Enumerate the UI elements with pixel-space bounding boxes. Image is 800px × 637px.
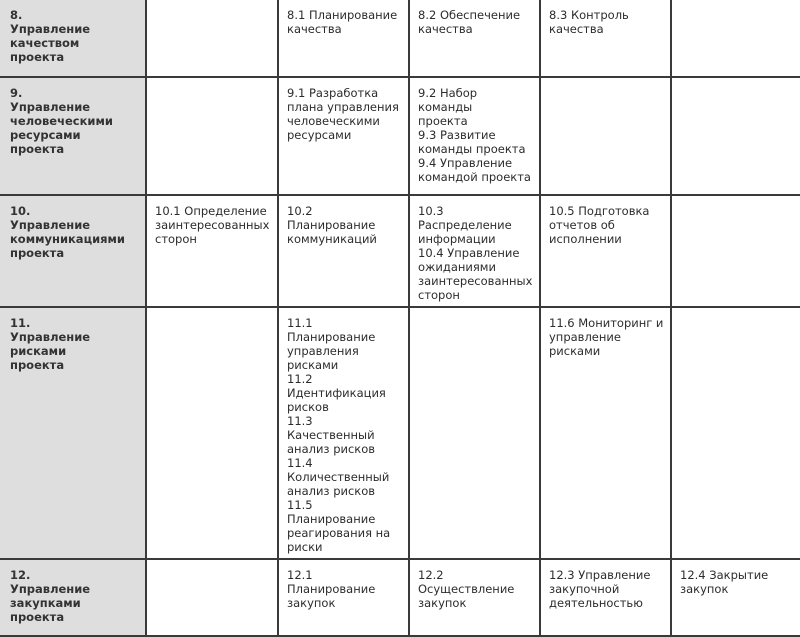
process-text: качества — [418, 22, 473, 36]
process-text: 12.4 Закрытие — [680, 568, 769, 582]
area-number: 12. — [10, 568, 31, 582]
area-number: 10. — [10, 204, 31, 218]
process-text: закупочной — [549, 582, 620, 596]
process-cell — [146, 0, 278, 77]
area-name: Управление рисками проекта — [10, 330, 91, 372]
table-row — [0, 0, 800, 77]
process-text: 10.4 Управление — [418, 246, 520, 260]
process-cell — [671, 0, 800, 77]
process-cell — [146, 195, 278, 307]
process-cell — [540, 77, 671, 195]
process-text: 9.2 Набор команды — [418, 86, 478, 114]
process-text: 12.2 Осуществление — [418, 568, 515, 596]
process-text: 10.5 Подготовка — [549, 204, 650, 218]
area-number: 9. — [10, 86, 23, 100]
process-text: 9.3 Развитие — [418, 128, 496, 142]
process-text: 11.3 Качественный — [287, 414, 375, 442]
process-cell — [671, 195, 800, 307]
process-text: качества — [287, 22, 342, 36]
process-text: 8.3 Контроль — [549, 8, 629, 22]
process-cell — [278, 559, 409, 636]
process-text: рисками — [549, 344, 601, 358]
knowledge-area-cell — [0, 77, 146, 195]
process-cell — [540, 195, 671, 307]
process-cell — [671, 307, 800, 559]
process-text: человеческими — [287, 114, 380, 128]
process-text: заинтересованных — [418, 274, 533, 288]
process-text: плана управления — [287, 100, 399, 114]
process-cell — [278, 0, 409, 77]
process-text: 10.1 Определение — [155, 204, 267, 218]
area-name: Управление человеческими ресурсами проекта — [10, 100, 113, 156]
process-text: 8.2 Обеспечение — [418, 8, 521, 22]
process-text: 8.1 Планирование — [287, 8, 398, 22]
process-cell — [409, 195, 540, 307]
process-text: ресурсами — [287, 128, 352, 142]
area-name: Управление коммуникациями проекта — [10, 218, 125, 260]
knowledge-area-cell — [0, 195, 146, 307]
process-text: сторон — [155, 232, 197, 246]
process-cell — [146, 307, 278, 559]
process-text: 11.1 Планирование — [287, 316, 376, 344]
process-cell — [409, 0, 540, 77]
area-number: 11. — [10, 316, 31, 330]
process-cell — [278, 307, 409, 559]
process-text: управления — [287, 344, 359, 358]
process-cell — [540, 559, 671, 636]
process-cell — [540, 307, 671, 559]
process-cell — [278, 77, 409, 195]
process-text: сторон — [418, 288, 460, 302]
table-row — [0, 195, 800, 307]
process-text: рисками — [287, 358, 339, 372]
process-text: проекта — [418, 114, 468, 128]
knowledge-area-cell — [0, 307, 146, 559]
table-row — [0, 77, 800, 195]
process-cell — [409, 559, 540, 636]
process-text: 10.3 Распределение — [418, 204, 512, 232]
process-text: качества — [549, 22, 604, 36]
process-text: 10.2 Планирование — [287, 204, 376, 232]
process-text: закупок — [418, 596, 467, 610]
area-name: Управление закупками проекта — [10, 582, 91, 624]
process-text: исполнении — [549, 232, 622, 246]
process-text: реагирования на — [287, 526, 391, 540]
process-text: закупок — [680, 582, 729, 596]
process-text: 12.1 Планирование — [287, 568, 376, 596]
process-text: 11.2 Идентификация — [287, 372, 386, 400]
process-text: 11.4 Количественный — [287, 456, 390, 484]
table-row — [0, 559, 800, 636]
table-row — [0, 307, 800, 559]
process-cell — [146, 559, 278, 636]
process-text: 12.3 Управление — [549, 568, 651, 582]
process-cell — [278, 195, 409, 307]
process-cell — [671, 559, 800, 636]
process-text: заинтересованных — [155, 218, 270, 232]
area-number: 8. — [10, 8, 23, 22]
process-text: информации — [418, 232, 496, 246]
knowledge-area-cell — [0, 559, 146, 636]
process-text: командой проекта — [418, 170, 531, 184]
process-cell — [409, 307, 540, 559]
process-text: коммуникаций — [287, 232, 377, 246]
process-cell — [146, 77, 278, 195]
process-cell — [671, 77, 800, 195]
process-text: деятельностью — [549, 596, 643, 610]
process-cell — [409, 77, 540, 195]
process-text: анализ рисков — [287, 442, 376, 456]
process-cell — [540, 0, 671, 77]
process-text: анализ рисков — [287, 484, 376, 498]
process-text: 9.1 Разработка — [287, 86, 379, 100]
area-name: Управление качеством проекта — [10, 22, 91, 64]
process-text: 11.6 Мониторинг и — [549, 316, 664, 330]
process-text: 11.5 Планирование — [287, 498, 376, 526]
process-text: отчетов об — [549, 218, 615, 232]
process-text: закупок — [287, 596, 336, 610]
process-text: рисков — [287, 400, 329, 414]
process-text: 9.4 Управление — [418, 156, 513, 170]
process-text: риски — [287, 540, 323, 554]
knowledge-area-cell — [0, 0, 146, 77]
process-text: ожиданиями — [418, 260, 496, 274]
process-text: управление — [549, 330, 621, 344]
process-text: команды проекта — [418, 142, 526, 156]
